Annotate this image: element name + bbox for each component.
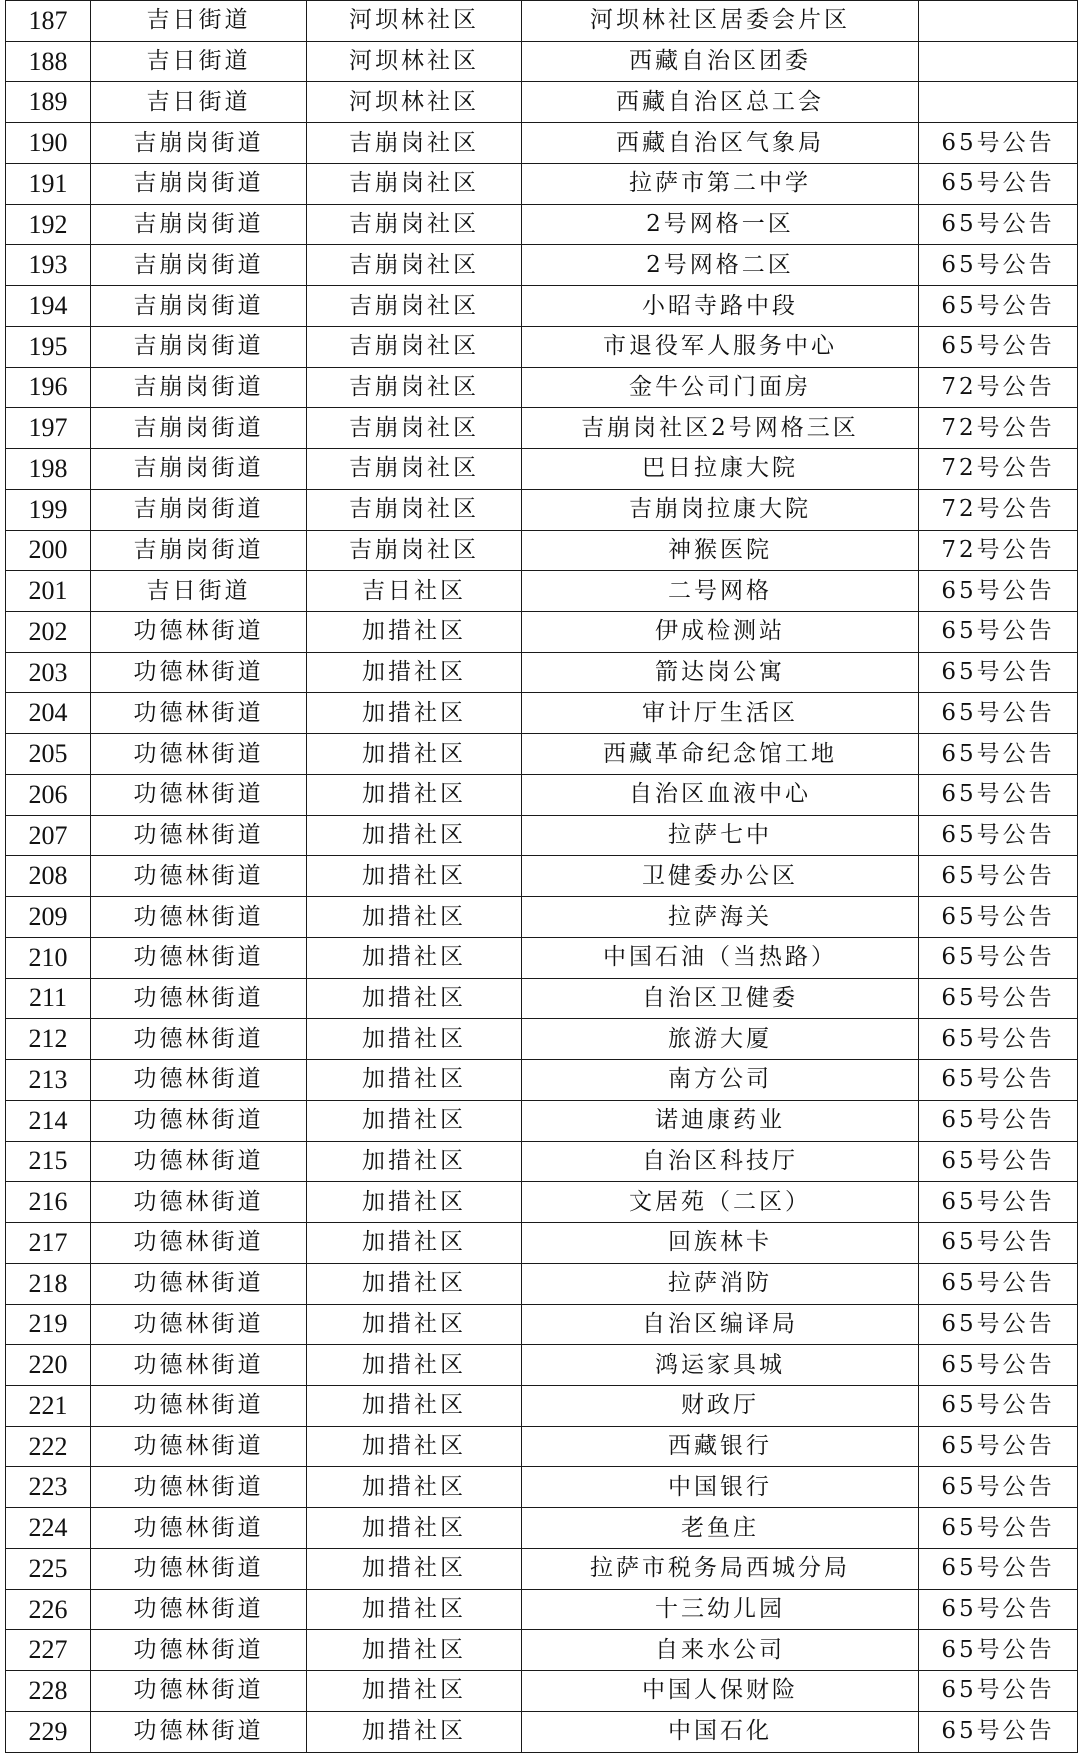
street-cell: 功德林街道: [91, 1426, 307, 1467]
table-row: [6, 1304, 1078, 1345]
notice-cell: 65号公告: [919, 163, 1078, 204]
community-cell: 加措社区: [307, 734, 522, 775]
location-cell: 回族林卡: [522, 1223, 919, 1264]
street-cell: 吉崩岗街道: [91, 326, 307, 367]
street-cell: 功德林街道: [91, 1100, 307, 1141]
notice-cell: 65号公告: [919, 1426, 1078, 1467]
row-number-cell: 208: [6, 856, 91, 897]
location-cell: 拉萨消防: [522, 1263, 919, 1304]
notice-cell: 65号公告: [919, 1630, 1078, 1671]
location-cell: 文居苑（二区）: [522, 1182, 919, 1223]
row-number-cell: 210: [6, 937, 91, 978]
notice-cell: 65号公告: [919, 1304, 1078, 1345]
table-row: [6, 1141, 1078, 1182]
street-cell: 吉崩岗街道: [91, 367, 307, 408]
notice-cell: 65号公告: [919, 1589, 1078, 1630]
location-cell: 审计厅生活区: [522, 693, 919, 734]
street-cell: 吉崩岗街道: [91, 163, 307, 204]
table-row: [6, 1589, 1078, 1630]
location-cell: 十三幼儿园: [522, 1589, 919, 1630]
row-number-cell: 206: [6, 774, 91, 815]
row-number-cell: 213: [6, 1060, 91, 1101]
location-cell: 南方公司: [522, 1060, 919, 1101]
street-cell: 功德林街道: [91, 1467, 307, 1508]
row-number-cell: 197: [6, 408, 91, 449]
community-cell: 加措社区: [307, 1711, 522, 1752]
location-cell: 自来水公司: [522, 1630, 919, 1671]
table-row: [6, 1019, 1078, 1060]
community-cell: 加措社区: [307, 1141, 522, 1182]
community-cell: 吉崩岗社区: [307, 163, 522, 204]
community-cell: 加措社区: [307, 1548, 522, 1589]
location-cell: 卫健委办公区: [522, 856, 919, 897]
row-number-cell: 219: [6, 1304, 91, 1345]
table-row: [6, 1548, 1078, 1589]
row-number-cell: 224: [6, 1508, 91, 1549]
community-cell: 加措社区: [307, 1467, 522, 1508]
community-cell: 河坝林社区: [307, 1, 522, 42]
street-cell: 功德林街道: [91, 937, 307, 978]
street-cell: 功德林街道: [91, 856, 307, 897]
row-number-cell: 195: [6, 326, 91, 367]
location-cell: 旅游大厦: [522, 1019, 919, 1060]
row-number-cell: 203: [6, 652, 91, 693]
notice-cell: 65号公告: [919, 1263, 1078, 1304]
location-cell: 西藏自治区气象局: [522, 123, 919, 164]
community-cell: 加措社区: [307, 815, 522, 856]
community-cell: 加措社区: [307, 1630, 522, 1671]
row-number-cell: 193: [6, 245, 91, 286]
table-row: [6, 1671, 1078, 1712]
table-row: [6, 1426, 1078, 1467]
street-cell: 功德林街道: [91, 1141, 307, 1182]
street-cell: 功德林街道: [91, 693, 307, 734]
notice-cell: 65号公告: [919, 204, 1078, 245]
row-number-cell: 207: [6, 815, 91, 856]
location-cell: 中国石油（当热路）: [522, 937, 919, 978]
location-cell: 西藏革命纪念馆工地: [522, 734, 919, 775]
notice-cell: [919, 82, 1078, 123]
location-cell: 西藏自治区总工会: [522, 82, 919, 123]
table-row: [6, 245, 1078, 286]
table-row: [6, 408, 1078, 449]
row-number-cell: 218: [6, 1263, 91, 1304]
notice-cell: 65号公告: [919, 856, 1078, 897]
notice-cell: 65号公告: [919, 774, 1078, 815]
community-cell: 吉崩岗社区: [307, 123, 522, 164]
street-cell: 功德林街道: [91, 1345, 307, 1386]
table-row: [6, 1630, 1078, 1671]
community-cell: 加措社区: [307, 1100, 522, 1141]
row-number-cell: 227: [6, 1630, 91, 1671]
table-row: [6, 1345, 1078, 1386]
row-number-cell: 191: [6, 163, 91, 204]
notice-cell: 65号公告: [919, 1182, 1078, 1223]
row-number-cell: 205: [6, 734, 91, 775]
row-number-cell: 217: [6, 1223, 91, 1264]
notice-cell: 65号公告: [919, 286, 1078, 327]
row-number-cell: 209: [6, 897, 91, 938]
table-row: [6, 449, 1078, 490]
notice-cell: 65号公告: [919, 1100, 1078, 1141]
notice-cell: 65号公告: [919, 612, 1078, 653]
row-number-cell: 212: [6, 1019, 91, 1060]
table-row: [6, 123, 1078, 164]
community-cell: 加措社区: [307, 937, 522, 978]
location-cell: 巴日拉康大院: [522, 449, 919, 490]
table-row: [6, 1223, 1078, 1264]
location-cell: 财政厅: [522, 1385, 919, 1426]
street-cell: 功德林街道: [91, 612, 307, 653]
street-cell: 吉崩岗街道: [91, 123, 307, 164]
table-row: [6, 897, 1078, 938]
table-row: [6, 489, 1078, 530]
community-cell: 加措社区: [307, 897, 522, 938]
community-cell: 加措社区: [307, 1263, 522, 1304]
location-cell: 拉萨市第二中学: [522, 163, 919, 204]
community-cell: 加措社区: [307, 1060, 522, 1101]
notice-cell: 65号公告: [919, 1671, 1078, 1712]
community-cell: 加措社区: [307, 978, 522, 1019]
community-cell: 加措社区: [307, 856, 522, 897]
notice-cell: 65号公告: [919, 734, 1078, 775]
street-cell: 吉日街道: [91, 41, 307, 82]
table-row: [6, 530, 1078, 571]
street-cell: 功德林街道: [91, 815, 307, 856]
row-number-cell: 190: [6, 123, 91, 164]
location-cell: 老鱼庄: [522, 1508, 919, 1549]
street-cell: 吉日街道: [91, 82, 307, 123]
street-cell: 吉崩岗街道: [91, 245, 307, 286]
notice-cell: 65号公告: [919, 326, 1078, 367]
notice-cell: 65号公告: [919, 1385, 1078, 1426]
community-cell: 加措社区: [307, 652, 522, 693]
row-number-cell: 204: [6, 693, 91, 734]
table-row: [6, 367, 1078, 408]
row-number-cell: 200: [6, 530, 91, 571]
community-cell: 吉崩岗社区: [307, 286, 522, 327]
table-row: [6, 1100, 1078, 1141]
community-cell: 加措社区: [307, 1671, 522, 1712]
community-cell: 吉崩岗社区: [307, 408, 522, 449]
notice-cell: 65号公告: [919, 937, 1078, 978]
street-cell: 吉崩岗街道: [91, 286, 307, 327]
notice-cell: 65号公告: [919, 693, 1078, 734]
location-cell: 拉萨市税务局西城分局: [522, 1548, 919, 1589]
location-cell: 吉崩岗社区2号网格三区: [522, 408, 919, 449]
street-cell: 功德林街道: [91, 1671, 307, 1712]
community-cell: 加措社区: [307, 1304, 522, 1345]
location-cell: 箭达岗公寓: [522, 652, 919, 693]
notice-cell: 65号公告: [919, 1345, 1078, 1386]
street-cell: 功德林街道: [91, 897, 307, 938]
location-cell: 中国人保财险: [522, 1671, 919, 1712]
row-number-cell: 189: [6, 82, 91, 123]
street-cell: 功德林街道: [91, 734, 307, 775]
street-cell: 吉崩岗街道: [91, 530, 307, 571]
community-cell: 加措社区: [307, 774, 522, 815]
community-cell: 吉崩岗社区: [307, 204, 522, 245]
street-cell: 功德林街道: [91, 978, 307, 1019]
location-cell: 吉崩岗拉康大院: [522, 489, 919, 530]
community-cell: 河坝林社区: [307, 82, 522, 123]
table-row: [6, 1263, 1078, 1304]
notice-cell: 65号公告: [919, 652, 1078, 693]
street-cell: 功德林街道: [91, 1263, 307, 1304]
row-number-cell: 199: [6, 489, 91, 530]
notice-cell: [919, 1, 1078, 42]
street-cell: 功德林街道: [91, 1630, 307, 1671]
row-number-cell: 202: [6, 612, 91, 653]
table-row: [6, 1182, 1078, 1223]
location-cell: 自治区卫健委: [522, 978, 919, 1019]
community-cell: 吉日社区: [307, 571, 522, 612]
notice-cell: 65号公告: [919, 897, 1078, 938]
street-cell: 功德林街道: [91, 774, 307, 815]
row-number-cell: 187: [6, 1, 91, 42]
community-cell: 加措社区: [307, 1182, 522, 1223]
table-row: [6, 978, 1078, 1019]
community-cell: 加措社区: [307, 693, 522, 734]
notice-cell: 72号公告: [919, 489, 1078, 530]
location-cell: 诺迪康药业: [522, 1100, 919, 1141]
table-row: [6, 652, 1078, 693]
table-row: [6, 571, 1078, 612]
notice-cell: 65号公告: [919, 571, 1078, 612]
location-cell: 市退役军人服务中心: [522, 326, 919, 367]
table-row: [6, 1, 1078, 42]
community-cell: 吉崩岗社区: [307, 245, 522, 286]
table-row: [6, 774, 1078, 815]
notice-cell: 65号公告: [919, 245, 1078, 286]
street-cell: 吉崩岗街道: [91, 408, 307, 449]
street-cell: 功德林街道: [91, 1182, 307, 1223]
street-cell: 吉日街道: [91, 571, 307, 612]
community-cell: 吉崩岗社区: [307, 326, 522, 367]
notice-cell: 65号公告: [919, 1060, 1078, 1101]
table-row: [6, 815, 1078, 856]
community-cell: 加措社区: [307, 1385, 522, 1426]
street-cell: 吉崩岗街道: [91, 489, 307, 530]
row-number-cell: 225: [6, 1548, 91, 1589]
notice-cell: 72号公告: [919, 449, 1078, 490]
notice-cell: 65号公告: [919, 1711, 1078, 1752]
table-body: [6, 1, 1078, 1753]
notice-cell: 72号公告: [919, 530, 1078, 571]
street-cell: 功德林街道: [91, 1060, 307, 1101]
street-cell: 功德林街道: [91, 1711, 307, 1752]
community-cell: 加措社区: [307, 1345, 522, 1386]
data-table: [5, 0, 1078, 1753]
street-cell: 功德林街道: [91, 1385, 307, 1426]
row-number-cell: 223: [6, 1467, 91, 1508]
row-number-cell: 192: [6, 204, 91, 245]
street-cell: 功德林街道: [91, 652, 307, 693]
notice-cell: 65号公告: [919, 1508, 1078, 1549]
street-cell: 吉崩岗街道: [91, 204, 307, 245]
location-cell: 自治区编译局: [522, 1304, 919, 1345]
table-row: [6, 82, 1078, 123]
street-cell: 功德林街道: [91, 1589, 307, 1630]
location-cell: 西藏自治区团委: [522, 41, 919, 82]
community-cell: 河坝林社区: [307, 41, 522, 82]
community-cell: 加措社区: [307, 612, 522, 653]
notice-cell: 65号公告: [919, 1548, 1078, 1589]
notice-cell: 65号公告: [919, 1019, 1078, 1060]
community-cell: 加措社区: [307, 1589, 522, 1630]
table-row: [6, 1711, 1078, 1752]
row-number-cell: 214: [6, 1100, 91, 1141]
notice-cell: 65号公告: [919, 1467, 1078, 1508]
row-number-cell: 196: [6, 367, 91, 408]
row-number-cell: 226: [6, 1589, 91, 1630]
row-number-cell: 201: [6, 571, 91, 612]
row-number-cell: 222: [6, 1426, 91, 1467]
location-cell: 金牛公司门面房: [522, 367, 919, 408]
table-row: [6, 734, 1078, 775]
row-number-cell: 229: [6, 1711, 91, 1752]
notice-cell: 72号公告: [919, 408, 1078, 449]
table-row: [6, 693, 1078, 734]
notice-cell: 65号公告: [919, 1141, 1078, 1182]
table-row: [6, 163, 1078, 204]
table-row: [6, 612, 1078, 653]
location-cell: 自治区科技厅: [522, 1141, 919, 1182]
street-cell: 功德林街道: [91, 1304, 307, 1345]
location-cell: 小昭寺路中段: [522, 286, 919, 327]
community-cell: 吉崩岗社区: [307, 489, 522, 530]
row-number-cell: 228: [6, 1671, 91, 1712]
notice-cell: 65号公告: [919, 1223, 1078, 1264]
row-number-cell: 194: [6, 286, 91, 327]
table-row: [6, 1508, 1078, 1549]
street-cell: 功德林街道: [91, 1548, 307, 1589]
location-cell: 河坝林社区居委会片区: [522, 1, 919, 42]
location-cell: 中国石化: [522, 1711, 919, 1752]
row-number-cell: 188: [6, 41, 91, 82]
row-number-cell: 198: [6, 449, 91, 490]
table-row: [6, 937, 1078, 978]
table-row: [6, 204, 1078, 245]
location-cell: 拉萨海关: [522, 897, 919, 938]
street-cell: 功德林街道: [91, 1508, 307, 1549]
table-row: [6, 856, 1078, 897]
table-row: [6, 41, 1078, 82]
location-cell: 中国银行: [522, 1467, 919, 1508]
notice-cell: [919, 41, 1078, 82]
table-row: [6, 326, 1078, 367]
community-cell: 吉崩岗社区: [307, 449, 522, 490]
location-cell: 神猴医院: [522, 530, 919, 571]
location-cell: 2号网格二区: [522, 245, 919, 286]
street-cell: 吉日街道: [91, 1, 307, 42]
location-cell: 拉萨七中: [522, 815, 919, 856]
location-cell: 西藏银行: [522, 1426, 919, 1467]
community-cell: 加措社区: [307, 1223, 522, 1264]
table-row: [6, 1060, 1078, 1101]
notice-cell: 65号公告: [919, 123, 1078, 164]
table-row: [6, 1467, 1078, 1508]
street-cell: 功德林街道: [91, 1223, 307, 1264]
location-cell: 鸿运家具城: [522, 1345, 919, 1386]
row-number-cell: 221: [6, 1385, 91, 1426]
location-cell: 二号网格: [522, 571, 919, 612]
location-cell: 伊成检测站: [522, 612, 919, 653]
location-cell: 2号网格一区: [522, 204, 919, 245]
community-cell: 加措社区: [307, 1426, 522, 1467]
row-number-cell: 220: [6, 1345, 91, 1386]
community-cell: 加措社区: [307, 1019, 522, 1060]
community-cell: 吉崩岗社区: [307, 367, 522, 408]
community-cell: 吉崩岗社区: [307, 530, 522, 571]
community-cell: 加措社区: [307, 1508, 522, 1549]
street-cell: 吉崩岗街道: [91, 449, 307, 490]
table-row: [6, 286, 1078, 327]
location-cell: 自治区血液中心: [522, 774, 919, 815]
row-number-cell: 211: [6, 978, 91, 1019]
table-row: [6, 1385, 1078, 1426]
notice-cell: 72号公告: [919, 367, 1078, 408]
notice-cell: 65号公告: [919, 815, 1078, 856]
row-number-cell: 216: [6, 1182, 91, 1223]
street-cell: 功德林街道: [91, 1019, 307, 1060]
notice-cell: 65号公告: [919, 978, 1078, 1019]
row-number-cell: 215: [6, 1141, 91, 1182]
